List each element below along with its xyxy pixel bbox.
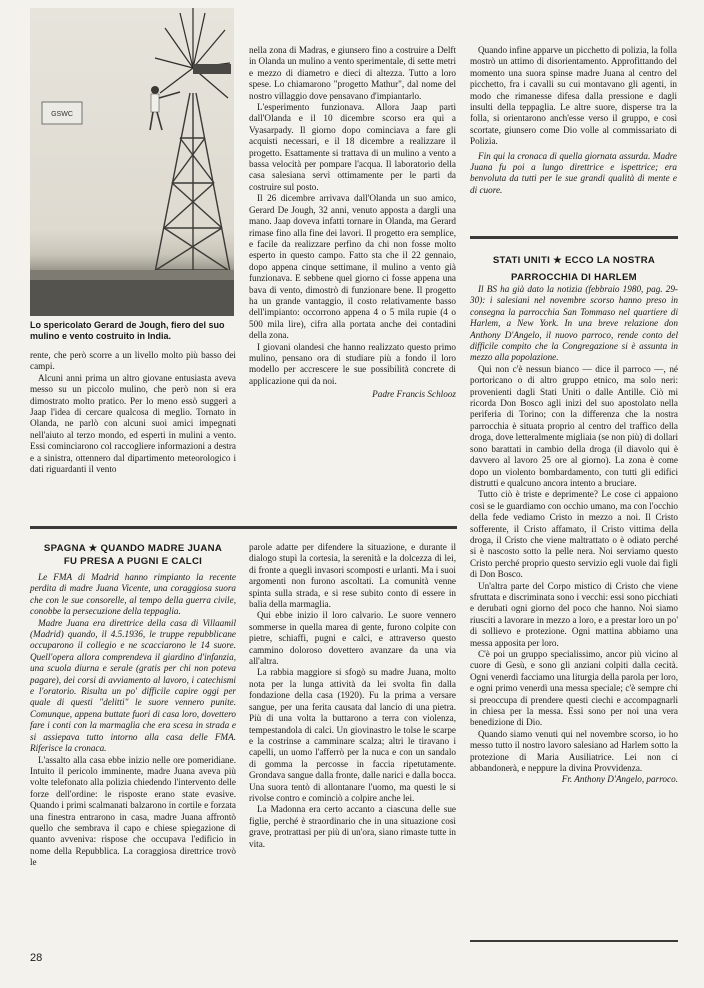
closing-paragraph: Fin qui la cronaca di quella giornata assurda. Madre Juana fu poi a lungo direttrice e ispettrice; era benvoluta da tutti per le sue grandi qualità di mente e di cuore.	[470, 150, 677, 195]
article2-column-a	[30, 572, 236, 869]
paragraph: La rabbia maggiore si sfogò su madre Juana, molto nota per la lunga attività da lei svolta fin dalla fondazione della casa (1920). Fu la prima a versare sangue, per una ferita causata dal lancio di una pietra. Più di una volta la buttarono a terra con violenza, tempestandola di calci. Un giovinastro le tolse le scarpe e la costrinse a camminare scalza; altri le tiravano i capelli, un uomo l'afferrò per la nuca e con un sandalo di gomma la percosse in faccia ripetutamente. Grondava sangue dalla fronte, dalle narici e dalla bocca. Una suora tentò di allontanare l'uomo, ma questi le si rivolse contro e cominciò a colpire anche lei.	[249, 667, 456, 803]
photo-caption: Lo spericolato Gerard de Jough, fiero del suo mulino e vento costruito in India.	[30, 320, 225, 341]
headline-line: STATI UNITI ★ ECCO LA NOSTRA	[492, 255, 656, 266]
sign-board-text: GSWC	[51, 111, 73, 118]
paragraph: L'esperimento funzionava. Allora Jaap partì dall'Olanda e il 10 dicembre scorso era qui a Vyasarpady. Il giorno dopo cominciava a fare gli acquisti necessari, e il 18 dicembre a realizzare il progetto. Esattamente si trattava di un mulino a vento a bassa velocità per pompare l'acqua. Il laboratorio della casa salesiana servì ottimamente per le parti da costruire sul posto.	[249, 102, 456, 192]
paragraph: I giovani olandesi che hanno realizzato questo primo mulino, pensano ora di studiare più a fondo il loro modello per accrescere le sue possibilità concrete di applicazione qui da noi.	[249, 341, 456, 386]
article1-column3	[470, 45, 677, 196]
author-signature: Fr. Anthony D'Angelo, parroco.	[561, 774, 678, 785]
paragraph: Alcuni anni prima un altro giovane entusiasta aveva messo su un piccolo mulino, che però non si era dimostrato molto pratico. Per lo meno essò suggerì a Jaap l'idea di cercare qualcosa di meglio. Tornato in Olanda, ne parlò con alcuni suoi amici impegnati nell'aiuto al terzo mondo, ed esperti in mulini a vento. Essi cominciarono col raccogliere informazioni a destra e a sinistra, ottennero dal dipartimento meteorologico i dati riguardanti il vento	[30, 372, 236, 475]
article2-column-b	[249, 542, 456, 850]
headline-line: FU PRESA A PUGNI E CALCI	[63, 556, 203, 567]
paragraph: Quando siamo venuti qui nel novembre scorso, io ho messo tutto il nostro lavoro salesiano ad Harlem sotto la protezione di Maria Ausiliatrice. Lei non ci abbandonerà, e neppure la divina Provvidenza.	[470, 728, 678, 774]
section-divider	[30, 526, 457, 529]
section-divider	[470, 940, 678, 942]
paragraph: Il 26 dicembre arrivava dall'Olanda un suo amico, Gerard De Jough, 32 anni, venuto apposta a dargli una mano. Jaap doveva infatti tornare in Olanda, ma Gerard rimase fino alla fine dei lavori. Il progetto era semplice, e facile da realizzare perfino da chi non fosse molto esperto in questo campo. Fatto sta che il 22 gennaio, dopo appena cinque settimane, il mulino a vento già funzionava. E sebbene quel giorno ci fosse appena una bava di vento, dimostrò di funzionare bene. Il progetto ha un grande vantaggio, il costo relativamente basso dell'impianto: occorrono appena 4 o 5 mila rupie (4 o 500 mila lire), cifra alla portata anche dei contadini della zona.	[249, 193, 456, 341]
lead-paragraph: Le FMA di Madrid hanno rimpianto la recente perdita di madre Juana Vicente, una coraggiosa suora che con le sue consorelle, al tempo della guerra civile, conobbe la persecuzione della teppaglia.	[30, 572, 236, 617]
paragraph: Qui ebbe inizio il loro calvario. Le suore vennero sommerse in quella marea di gente, furono colpite con pietre, schiaffi, pugni e calci, e attraverso questo cammino doloroso dovettero avanzare da una via all'altra.	[249, 610, 456, 667]
headline-line: SPAGNA ★ QUANDO MADRE JUANA	[43, 543, 223, 554]
lead-paragraph: Il BS ha già dato la notizia (febbraio 1980, pag. 29-30): i salesiani nel novembre scorso hanno preso in consegna la parrocchia San Tommaso nel quartiere di Harlem, a New York. In una breve relazione don Anthony D'Angelo, il nuovo parroco, rende conto del difficile compito che la Congregazione si è assunta in mezzo alla popolazione.	[470, 284, 678, 363]
article2-headline	[30, 542, 236, 568]
paragraph: C'è poi un gruppo specialissimo, ancor più vicino al cuore di Gesù, e sono gli anziani colpiti dalla cecità. Ogni venerdì facciamo una liturgia della parola per loro, e ogni primo venerdì una messa speciale; c'è sempre chi si preoccupa di prendere questi ciechi e accompagnarli in chiesa per la messa. Essi sono per noi una vera benedizione di Dio.	[470, 649, 678, 728]
article1-column1	[30, 350, 236, 475]
paragraph: nella zona di Madras, e giunsero fino a costruire a Delft in Olanda un mulino a vento sperimentale, di sette metri e mezzo di diametro e dieci di altezza. Tutto a loro spese. Lo chiamarono "progetto Mathur", dal nome del nostro villaggio dove pensavano d'impiantarlo.	[249, 45, 456, 101]
paragraph: L'assalto alla casa ebbe inizio nelle ore pomeridiane. Intuito il pericolo imminente, madre Juana aveva più volte telefonato alla polizia chiedendo l'intervento delle forze dell'ordine: le risposte erano state evasive. Quando i primi scalmanati balzarono in cortile e forzata una finestra entrarono in casa, madre Juana affrontò quello che sembrava il capo e chiese spiegazione di quanto avveniva: rispose che occupava l'edificio in nome della Repubblica. La coraggiosa direttrice trovò le	[30, 754, 236, 868]
paragraph: La Madonna era certo accanto a ciascuna delle sue figlie, perché è straordinario che in una situazione così grave, protrattasi per più di un'ora, siano rimaste tutte in vita.	[249, 804, 456, 849]
paragraph: Un'altra parte del Corpo mistico di Cristo che viene sfruttata e discriminata sono i vecchi: essi sono picchiati e derubati ogni giorno del poco che hanno. Noi siamo riusciti a lavorare in mezzo a loro, e a prestar loro un po' di sollievo e protezione. Ogni mattina abbiamo una messa apposita per loro.	[470, 580, 678, 648]
paragraph: Tutto ciò è triste e deprimente? Le cose ci appaiono così se le guardiamo con occhio umano, ma con l'occhio della fede vediamo Cristo in mezzo a noi. Il Cristo sofferente, il Cristo affamato, il Cristo vittima della droga, il Cristo che viene maltrattato o è odiato perché si è nascosto sotto la pelle nera. Noi serviamo questo Cristo perché proprio questo servizio egli vuole dai figli di Don Bosco.	[470, 489, 678, 580]
article3-column	[470, 284, 678, 786]
lead-paragraph: Madre Juana era direttrice della casa di Villaamil (Madrid) quando, il 4.5.1936, le truppe repubblicane occuparono il collegio e ne scacciarono le 14 suore. Quell'opera allora comprendeva il giardino d'infanzia, una scuola diurna e serale (gratis per chi non poteva pagare), dei corsi di avviamento al lavoro, i catechismi e l'oratorio. Risulta un po' difficile capire oggi per quale di questi "delitti" le suore vennero punite. Comunque, appena buttate fuori di casa loro, dovettero fare i conti con la marmaglia che era scesa in strada e si assiepava tutto intorno alla casa delle FMA. Riferisce la cronaca.	[30, 617, 236, 754]
author-signature: Padre Francis Schlooz	[372, 389, 456, 400]
article3-headline	[470, 254, 678, 284]
windmill-photo	[30, 8, 234, 316]
section-divider	[470, 236, 678, 239]
paragraph: rente, che però scorre a un livello molto più basso dei campi.	[30, 350, 236, 372]
paragraph: Quando infine apparve un picchetto di polizia, la folla mostrò un attimo di disorientamento. Approfittando del momento una suora spinse madre Juana al centro del picchetto, fra i cavalli su cui montavano gli agenti, in modo che rimanesse difesa dalla pressione e dagli insulti della teppaglia. Le altre suore, disperse tra la folla, si orientarono anch'esse verso il gruppo, e così scortate, giunsero come Dio volle al commissariato di Polizia.	[470, 45, 677, 147]
paragraph: parole adatte per difendere la situazione, e durante il dialogo stupì la cortesia, la serenità e la dolcezza di lei, di fronte a quegli invasori scomposti e urlanti. Ma i suoi argomenti non furono ascoltati. La comunità venne spinta sulla strada, e si rese subito conto di essere in balìa della marmaglia.	[249, 542, 456, 610]
paragraph: Qui non c'è nessun bianco — dice il parroco —, né portoricano o di altro gruppo etnico, ma solo neri: provenienti dagli Stati Uniti o dalle Antille. Ciò mi ricorda Don Bosco agli inizi del suo apostolato nella periferia di Torino; con la differenza che la nostra parrocchia è situata proprio al centro del traffico della droga, dove letteralmente migliaia (se non più) di dollari sono barattati in cambio della droga (il diavolo qui è davvero al lavoro 25 ore al giorno). La zona è come dopo un violento bombardamento, con tutti gli edifici distrutti e qualcuno ancora intento a bruciare.	[470, 363, 678, 488]
article1-column2	[249, 45, 456, 401]
headline-line: PARROCCHIA DI HARLEM	[511, 272, 637, 283]
page-number: 28	[30, 952, 43, 964]
windmill-illustration	[30, 8, 234, 316]
